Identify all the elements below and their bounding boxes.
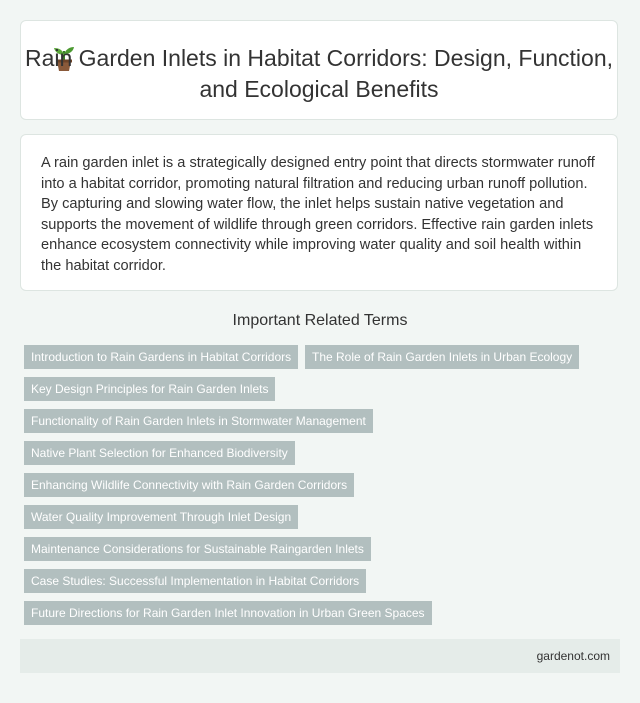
intro-card bbox=[20, 134, 618, 291]
footer bbox=[20, 639, 620, 673]
related-term-tag[interactable]: The Role of Rain Garden Inlets in Urban Ecology bbox=[305, 345, 579, 369]
title-card bbox=[20, 20, 618, 120]
intro-paragraph: A rain garden inlet is a strategically designed entry point that directs stormwater runoff into a habitat corridor, promoting natural filtration and reducing urban runoff pollution. By capturing and slowing water flow, the inlet helps sustain native vegetation and supports the movement of wildlife through green corridors. Effective rain garden inlets enhance ecosystem connectivity while improving water quality and soil health within the habitat corridor. bbox=[41, 155, 595, 274]
related-term-tag[interactable]: Future Directions for Rain Garden Inlet Innovation in Urban Green Spaces bbox=[24, 601, 432, 625]
related-term-tag[interactable]: Water Quality Improvement Through Inlet Design bbox=[24, 505, 298, 529]
related-term-tag[interactable]: Native Plant Selection for Enhanced Biodiversity bbox=[24, 441, 295, 465]
related-term-tag[interactable]: Introduction to Rain Gardens in Habitat Corridors bbox=[24, 345, 298, 369]
related-term-tag[interactable]: Case Studies: Successful Implementation in Habitat Corridors bbox=[24, 569, 366, 593]
related-term-tag[interactable]: Maintenance Considerations for Sustainable Raingarden Inlets bbox=[24, 537, 371, 561]
related-term-tag[interactable]: Key Design Principles for Rain Garden Inlets bbox=[24, 377, 275, 401]
footer-site-link[interactable]: gardenot.com bbox=[536, 649, 610, 663]
related-terms-heading: Important Related Terms bbox=[232, 312, 408, 329]
related-term-tag[interactable]: Enhancing Wildlife Connectivity with Rain Garden Corridors bbox=[24, 473, 354, 497]
related-term-tag[interactable]: Functionality of Rain Garden Inlets in Stormwater Management bbox=[24, 409, 373, 433]
page-title: Rain Garden Inlets in Habitat Corridors: Design, Function, and Ecological Benefits bbox=[24, 45, 614, 102]
